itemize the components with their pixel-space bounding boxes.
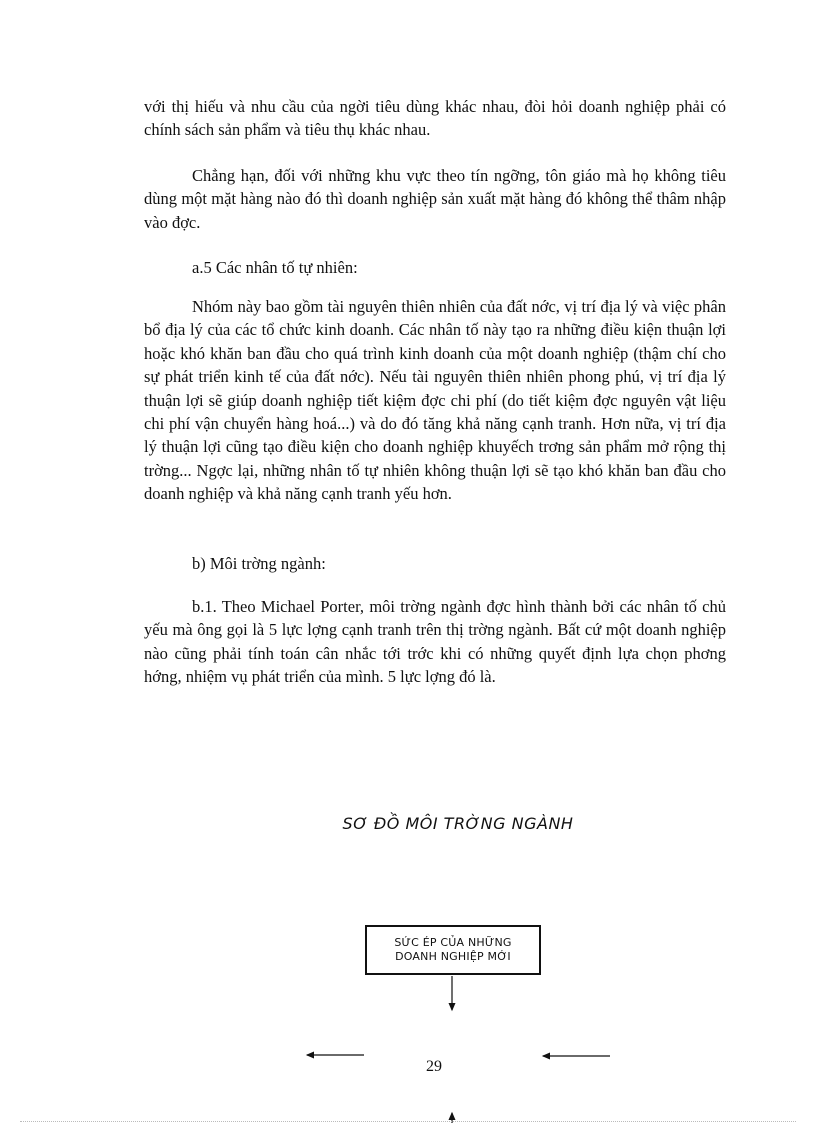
paragraph-religion-example: Chẳng hạn, đối với những khu vực theo tín ngỡng, tôn giáo mà họ không tiêu dùng một mặt hàng nào đó thì doanh nghiệp sản xuất mặt hàng đó không thể thâm nhập vào đợc. [144, 166, 726, 232]
box-label-line2: DOANH NGHIỆP MỚI [395, 950, 511, 963]
paragraph-continuation: với thị hiếu và nhu cầu của ngời tiêu dùng khác nhau, đòi hỏi doanh nghiệp phải có chính sách sản phẩm và tiêu thụ khác nhau. [144, 97, 726, 140]
heading-natural-factors: a.5 Các nhân tố tự nhiên: [192, 258, 358, 277]
page-bottom-divider [20, 1121, 796, 1122]
page-number: 29 [426, 1058, 442, 1075]
box-label-line1: SỨC ÉP CỦA NHỮNG [394, 936, 512, 949]
new-entrants-box [365, 925, 541, 975]
heading-industry-environment: b) Môi trờng ngành: [192, 554, 326, 573]
diagram-title: SƠ ĐỒ MÔI TRỜNG NGÀNH [342, 814, 574, 833]
paragraph-porter: b.1. Theo Michael Porter, môi trờng ngành đợc hình thành bởi các nhân tố chủ yếu mà ông gọi là 5 lực lợng cạnh tranh trên thị trờng ngành. Bất cứ một doanh nghiệp nào cũng phải tính toán cân nhắc tới trớc khi có những quyết định lựa chọn phơng hớng, nhiệm vụ phát triển của mình. 5 lực lợng đó là. [144, 597, 726, 687]
paragraph-natural-factors: Nhóm này bao gồm tài nguyên thiên nhiên của đất nớc, vị trí địa lý và việc phân bổ địa lý của các tổ chức kinh doanh. Các nhân tố này tạo ra những điều kiện thuận lợi hoặc khó khăn ban đầu cho quá trình kinh doanh của một doanh nghiệp (thậm chí cho sự phát triển kinh tế của đất nớc). Nếu tài nguyên thiên nhiên phong phú, vị trí địa lý thuận lợi sẽ giúp doanh nghiệp tiết kiệm đợc chi phí (do tiết kiệm đợc nguyên vật liệu chi phí vận chuyển hàng hoá...) và do đó tăng khả năng cạnh tranh. Hơn nữa, vị trí địa lý thuận lợi cũng tạo điều kiện cho doanh nghiệp khuyếch trơng sản phẩm mở rộng thị trờng... Ngợc lại, những nhân tố tự nhiên không thuận lợi sẽ tạo khó khăn ban đầu cho doanh nghiệp và khả năng cạnh tranh yếu hơn. [144, 297, 726, 504]
